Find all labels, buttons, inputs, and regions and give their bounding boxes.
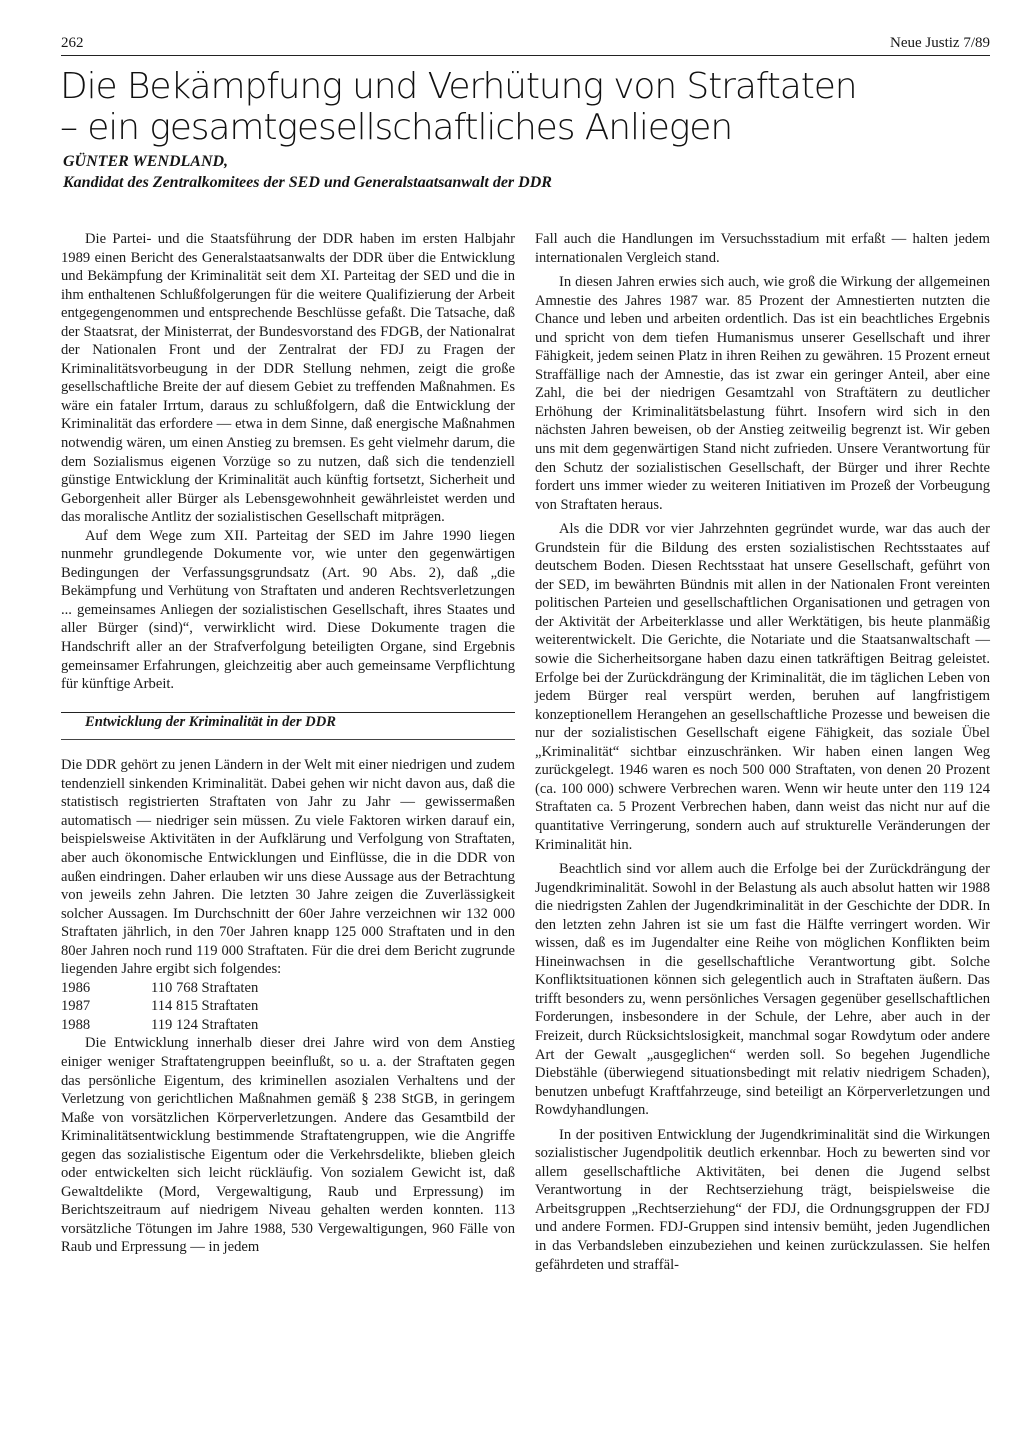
title-line-2: – ein gesamtgesellschaftliches Anliegen	[60, 107, 733, 148]
paragraph: Die DDR gehört zu jenen Ländern in der Welt mit einer niedrigen und zudem tendenziell sinkenden Kriminalität. Dabei gehen wir nicht davon aus, daß die statistisch registrierten Straftaten von Jahr zu Jahr — gewissermaßen automatisch — niedriger sein müssen. Zu viele Faktoren wirken darauf ein, beispielsweise Aktivitäten in der Aufklärung und Verfolgung von Straftaten, aber auch ökonomische Entwicklungen und Einflüsse, die in die DDR von außen eindringen. Daher erlauben wir uns diese Aussage aus der Betrachtung von jeweils zehn Jahren. Die letzten 30 Jahre zeigen die Zuverlässigkeit solcher Aussagen. Im Durchschnitt der 60er Jahre verzeichnen wir 132 000 Straftaten jährlich, in den 70er Jahren knapp 125 000 Straftaten und in den 80er Jahren noch rund 119 000 Straftaten. Für die drei dem Bericht zugrunde liegenden Jahre ergibt sich folgendes:	[61, 757, 515, 978]
left-column	[61, 230, 515, 1257]
paragraph: Als die DDR vor vier Jahrzehnten gegründet wurde, war das auch der Grundstein für die Bildung des ersten sozialistischen Rechtsstaates auf deutschem Boden. Diesen Rechtsstaat hat unsere Gesellschaft, geführt von der SED, im bewährten Bündnis mit allen in der Nationalen Front vereinten politischen Parteien und gesellschaftlichen Organisationen und getragen von der Aktivität der Arbeiterklasse und aller Werktätigen, bis heute planmäßig weiterentwickelt. Die Gerichte, die Notariate und die Staatsanwaltschaft — sowie die Sicherheitsorgane haben dazu einen tatkräftigen Beitrag geleistet. Erfolge bei der Zurückdrängung der Kriminalität, die im täglichen Leben von jedem Bürger real verspürt werden, beruhen auf langfristigem konzeptionellem Herangehen an gesellschaftliche Prozesse und beweisen die nur der sozialistischen Gesellschaft eigene Fähigkeit, das soziale Übel „Kriminalität“ sichtbar einzuschränken. Wir haben einen langen Weg zurückgelegt. 1946 waren es noch 500 000 Straftaten, von denen 20 Prozent (ca. 100 000) schwere Verbrechen waren. Wenn wir heute unter den 119 124 Straftaten ca. 5 Prozent Verbrechen haben, dann weist das nicht nur auf die quantitative Verringerung, sondern auch auf strukturelle Veränderungen der Kriminalität hin.	[535, 521, 990, 853]
paragraph: In diesen Jahren erwies sich auch, wie groß die Wirkung der allgemeinen Amnestie des Jahres 1987 war. 85 Prozent der Amnestierten nutzten die Chance und leben und arbeiten ordentlich. Das ist ein beachtliches Ergebnis und spricht von dem tiefen Humanismus unserer Gesellschaft und ihrer Fähigkeit, jedem seinen Platz in ihren Reihen zu gewähren. 15 Prozent erneut Straffällige nach der Amnestie, das ist zwar ein geringer Anteil, aber eine Zahl, die bei der niedrigen Gesamtzahl von Straftätern zu deutlicher Erhöhung der Kriminalitätsbelastung führt. Insofern wird sich in den nächsten Jahren beweisen, ob der Anstieg zeitweilig begrenzt ist. Wir geben uns mit dem gegenwärtigen Stand nicht zufrieden. Unsere Verantwortung für den Schutz der sozialistischen Gesellschaft, der Bürger und ihrer Rechte fordert uns immer wieder zu weiteren Initiativen im Prozeß der Vorbeugung von Straftaten heraus.	[535, 274, 990, 513]
author-role: Kandidat des Zentralkomitees der SED und Generalstaatsanwalt der DDR	[63, 174, 552, 191]
stat-value: 114 815 Straftaten	[151, 998, 259, 1015]
paragraph: Auf dem Wege zum XII. Parteitag der SED im Jahre 1990 liegen nunmehr grundlegende Dokumente vor, wie unter den gegenwärtigen Bedingungen der Verfassungsgrundsatz (Art. 90 Abs. 2), daß „die Bekämpfung und Verhütung von Straftaten und anderen Rechtsverletzungen ... gemeinsames Anliegen der sozialistischen Gesellschaft, ihres Staates und aller Bürger (sind)“, verwirklicht wird. Diese Dokumente tragen die Handschrift aller an der Strafverfolgung beteiligten Organe, sind Ergebnis gemeinsamer Erfahrungen, gleichzeitig aber auch gemeinsame Verpflichtung für künftige Arbeit.	[61, 527, 515, 693]
paragraph: Die Entwicklung innerhalb dieser drei Jahre wird von dem Anstieg einiger weniger Straftatengruppen beeinflußt, so u. a. der Straftaten gegen das persönliche Eigentum, des kriminellen asozialen Verhaltens und der Verletzung von gerichtlichen Maßnahmen gemäß § 238 StGB, in geringem Maße von vorsätzlichen Körperverletzungen. Andere das Gesamtbild der Kriminalitätsentwicklung bestimmende Straftatengruppen, wie die Angriffe gegen das sozialistische Eigentum oder die Verkehrsdelikte, blieben gleich oder entwickelten sich leicht rückläufig. Von sozialem Gewicht ist, daß Gewaltdelikte (Mord, Vergewaltigung, Raub und Erpressung) im Berichtszeitraum auf niedrigem Niveau gehalten werden konnten. 113 vorsätzliche Tötungen im Jahre 1988, 530 Vergewaltigungen, 960 Fälle von Raub und Erpressung — in jedem	[61, 1035, 515, 1256]
page-header	[61, 33, 990, 56]
section-body	[61, 756, 515, 1257]
stat-value: 119 124 Straftaten	[151, 1016, 259, 1033]
section-heading: Entwicklung der Kriminalität in der DDR	[61, 713, 515, 741]
statistics-table	[61, 979, 515, 1035]
stat-year: 1988	[61, 1016, 91, 1033]
paragraph: Fall auch die Handlungen im Versuchsstadium mit erfaßt — halten jedem internationalen Vergleich stand.	[535, 231, 990, 266]
paragraph: Die Partei- und die Staatsführung der DDR haben im ersten Halbjahr 1989 einen Bericht des Generalstaatsanwalts der DDR über die Entwicklung und Bekämpfung der Kriminalität seit dem XI. Parteitag der SED und die in ihm enthaltenen Schlußfolgerungen für die weitere Qualifizierung der Arbeit entgegengenommen und entsprechende Beschlüsse gefaßt. Die Tatsache, daß der Staatsrat, der Ministerrat, der Bundesvorstand des FDGB, der Nationalrat der Nationalen Front und der Zentralrat der FDJ zu Fragen der Kriminalitätsvorbeugung in der DDR Stellung nehmen, zeigt die große gesellschaftliche Breite der auf diesem Gebiet zu treffenden Maßnahmen. Es wäre ein fataler Irrtum, daraus zu schlußfolgern, daß die Entwicklung der Kriminalität das erfordere — etwa in dem Sinne, daß energische Maßnahmen notwendig wären, um einen Anstieg zu bremsen. Es geht vielmehr darum, die dem Sozialismus eigenen Vorzüge so zu nutzen, daß sich die tendenziell günstige Entwicklung der Kriminalität auch künftig fortsetzt, Sicherheit und Geborgenheit aller Bürger als Lebensgewohnheit gewährleistet werden und das moralische Antlitz der sozialistischen Gesellschaft mitprägen.	[61, 231, 515, 526]
page-number: 262	[61, 35, 84, 51]
stat-value: 110 768 Straftaten	[151, 979, 259, 996]
paragraph: In der positiven Entwicklung der Jugendkriminalität sind die Wirkungen sozialistischer Jugendpolitik deutlich erkennbar. Hoch zu bewerten sind vor allem gesellschaftliche Aktivitäten, bei denen die Jugend selbst Verantwortung in der Rechtserziehung trägt, beispielsweise die Arbeitsgruppen „Rechtserziehung“ der FDJ, die Ordnungsgruppen der FDJ und andere Formen. FDJ-Gruppen sind intensiv bemüht, jeden Jugendlichen in das Verbandsleben einzubeziehen und keinen zurückzulassen. Sie helfen gefährdeten und straffäl-	[535, 1126, 990, 1273]
stat-year: 1987	[61, 998, 91, 1015]
title-line-1: Die Bekämpfung und Verhütung von Straftaten	[60, 66, 857, 107]
author-name: GÜNTER WENDLAND,	[63, 153, 229, 170]
journal-issue: Neue Justiz 7/89	[890, 35, 990, 51]
author-block	[63, 151, 963, 193]
article-title	[60, 66, 960, 148]
stat-year: 1986	[61, 979, 91, 996]
paragraph: Beachtlich sind vor allem auch die Erfolge bei der Zurückdrängung der Jugendkriminalität. Sowohl in der Belastung als auch absolut hatten wir 1988 die niedrigsten Zahlen der Jugendkriminalität in der Geschichte der DDR. In den letzten zehn Jahren ist sie um fast die Hälfte verringert worden. Wir wissen, daß es im Jugendalter eine Reihe von möglichen Konflikten beim Hineinwachsen in die gesellschaftliche Verantwortung gibt. Solche Konfliktsituationen können sich gelegentlich auch in Straftaten äußern. Das trifft besonders zu, wenn persönliches Versagen gegenüber gesellschaftlichen Forderungen, insbesondere in der Schule, der Lehre, aber auch in der Freizeit, durch Rücksichtslosigkeit, manchmal sogar Rowdytum oder andere Art der Gewalt „ausgeglichen“ werden soll. So begehen Jugendliche Diebstähle (überwiegend situationsbedingt mit relativ niedrigem Schaden), benutzen unbefugt Kraftfahrzeuge, sind beteiligt an Körperverletzungen und Rowdyhandlungen.	[535, 861, 990, 1119]
right-column	[535, 230, 990, 1274]
